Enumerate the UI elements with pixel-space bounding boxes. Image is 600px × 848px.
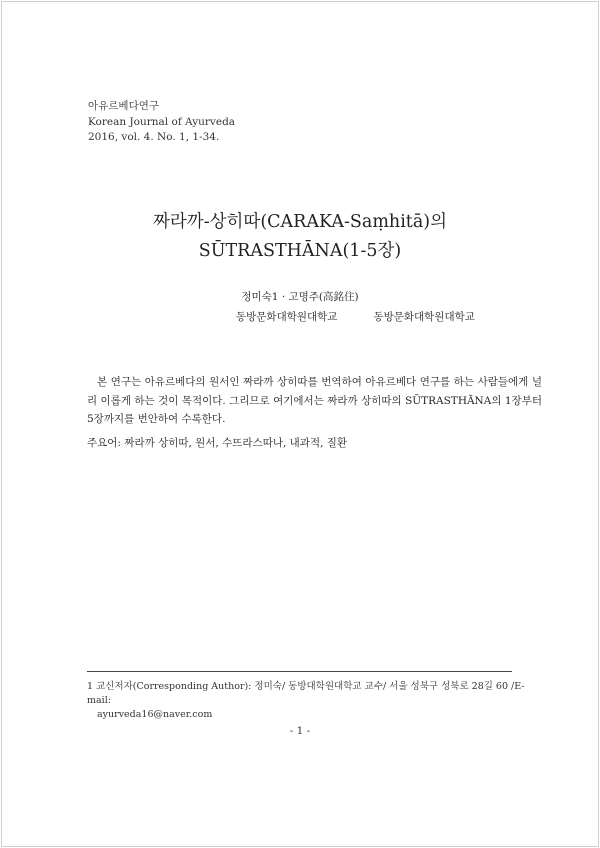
journal-english-title: Korean Journal of Ayurveda — [88, 115, 236, 128]
footnote-divider — [87, 671, 512, 672]
affiliation-1: 동방문화대학원대학교 — [236, 311, 338, 323]
author-affiliations — [236, 309, 475, 324]
keywords: 주요어: 짜라까 상히따, 원서, 수뜨라스따나, 내과적, 질환 — [87, 437, 348, 449]
article-authors: 정미숙1 · 고명주(高銘住) — [241, 291, 359, 303]
affiliation-2: 동방문화대학원대학교 — [373, 311, 475, 323]
journal-korean-title: 아유르베다연구 — [88, 100, 160, 112]
abstract: 본 연구는 아유르베다의 원서인 짜라까 상히따를 번역하여 아유르베다 연구를 하는 사람들에게 널리 이롭게 하는 것이 목적이다. 그리므로 여기에서는 짜라까 상히따의 SŪTRASTHĀNA의 1장부터 5장까지를 번안하여 수록한다. — [87, 376, 542, 425]
journal-header — [88, 99, 235, 146]
article-title — [0, 208, 600, 266]
article-title-line1: 짜라까-상히따(CARAKA-Saṃhitā)의 — [152, 212, 447, 232]
footnote-email: ayurveda16@naver.com — [97, 709, 213, 720]
page-number: - 1 - — [289, 725, 311, 737]
journal-citation: 2016, vol. 4. No. 1, 1-34. — [88, 131, 220, 143]
footnote — [87, 680, 547, 722]
footnote-line1: 1 교신저자(Corresponding Author): 정미숙/ 동방대학원대학교 교수/ 서울 성북구 성북로 28길 60 /E-mail: — [87, 681, 525, 706]
article-title-line2: SŪTRASTHĀNA(1-5장) — [198, 241, 402, 261]
